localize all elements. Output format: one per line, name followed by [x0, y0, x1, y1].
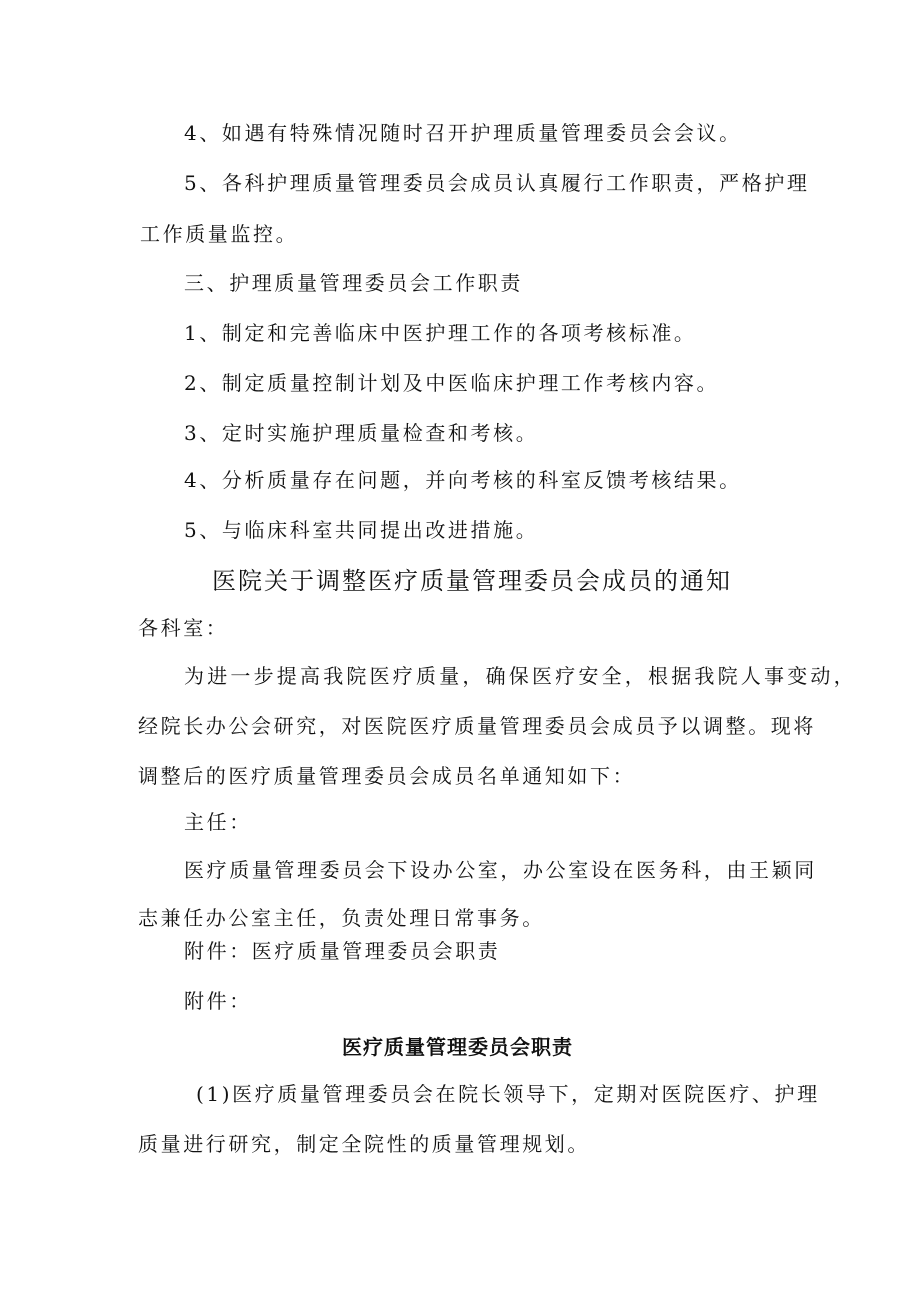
section-heading-three: 三、护理质量管理委员会工作职责: [184, 271, 523, 295]
notice-title: 医院关于调整医疗质量管理委员会成员的通知: [212, 567, 732, 595]
duty-item-3: 3、定时实施护理质量检查和考核。: [184, 421, 539, 445]
paragraph-item-4: 4、如遇有特殊情况随时召开护理质量管理委员会会议。: [184, 121, 742, 145]
attachment-line: 附件：医疗质量管理委员会职责: [184, 939, 501, 963]
office-line-2: 志兼任办公室主任，负责处理日常事务。: [138, 906, 545, 930]
paragraph-item-5-line-1: 5、各科护理质量管理委员会成员认真履行工作职责，严格护理: [184, 171, 810, 195]
duties-item-1-line-2: 质量进行研究，制定全院性的质量管理规划。: [138, 1132, 590, 1156]
notice-salutation: 各科室：: [138, 616, 229, 640]
notice-body-line-1: 为进一步提高我院医疗质量，确保医疗安全，根据我院人事变动，: [184, 664, 857, 688]
notice-body-line-2: 经院长办公会研究，对医院医疗质量管理委员会成员予以调整。现将: [138, 714, 816, 738]
duty-item-5: 5、与临床科室共同提出改进措施。: [184, 518, 539, 542]
duties-item-1-line-1: (1)医疗质量管理委员会在院长领导下，定期对医院医疗、护理: [196, 1082, 820, 1106]
duty-item-2: 2、制定质量控制计划及中医临床护理工作考核内容。: [184, 371, 720, 395]
attachment-label: 附件：: [184, 989, 252, 1013]
duties-title: 医疗质量管理委员会职责: [342, 1035, 573, 1059]
duty-item-4: 4、分析质量存在问题，并向考核的科室反馈考核结果。: [184, 468, 742, 492]
duty-item-1: 1、制定和完善临床中医护理工作的各项考核标准。: [184, 321, 697, 345]
notice-body-line-3: 调整后的医疗质量管理委员会成员名单通知如下：: [138, 764, 636, 788]
director-label: 主任：: [184, 810, 252, 834]
office-line-1: 医疗质量管理委员会下设办公室，办公室设在医务科，由王颖同: [184, 858, 817, 882]
paragraph-item-5-line-2: 工作质量监控。: [140, 222, 299, 246]
